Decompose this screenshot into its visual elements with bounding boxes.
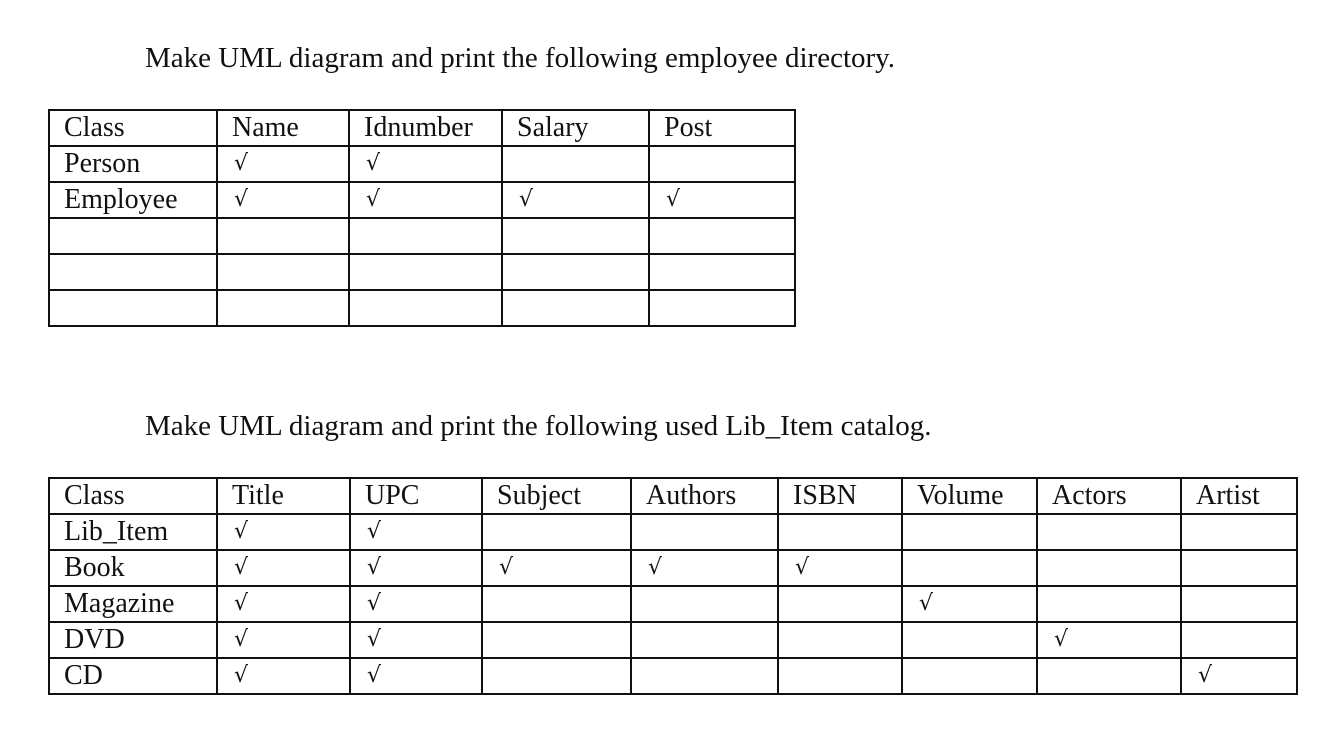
column-header: Authors — [631, 478, 778, 514]
table-cell — [1037, 586, 1181, 622]
table-row — [49, 254, 795, 290]
table-header-row — [49, 478, 1297, 514]
table-cell — [778, 586, 902, 622]
table-cell — [902, 658, 1037, 694]
column-header: Idnumber — [349, 110, 502, 146]
table-cell: √ — [217, 550, 350, 586]
table-cell — [631, 658, 778, 694]
table-cell: √ — [649, 182, 795, 218]
column-header: Name — [217, 110, 349, 146]
column-header: Volume — [902, 478, 1037, 514]
table-cell — [649, 218, 795, 254]
table-row — [49, 550, 1297, 586]
class-name-cell: Book — [49, 550, 217, 586]
table-cell — [1037, 550, 1181, 586]
table-cell — [778, 622, 902, 658]
table-cell: √ — [217, 514, 350, 550]
class-name-cell: Employee — [49, 182, 217, 218]
table-cell: √ — [349, 146, 502, 182]
table-cell: √ — [350, 586, 482, 622]
table-cell — [482, 658, 631, 694]
table-cell — [482, 586, 631, 622]
table-row — [49, 218, 795, 254]
table-cell — [349, 290, 502, 326]
table-cell — [1181, 586, 1297, 622]
table-cell — [1037, 514, 1181, 550]
table-cell — [902, 622, 1037, 658]
column-header: Subject — [482, 478, 631, 514]
table-cell: √ — [502, 182, 649, 218]
table-cell: √ — [902, 586, 1037, 622]
table-cell — [631, 586, 778, 622]
table-cell: √ — [217, 146, 349, 182]
class-name-cell — [49, 218, 217, 254]
table-cell — [349, 218, 502, 254]
class-name-cell: Lib_Item — [49, 514, 217, 550]
table-row — [49, 622, 1297, 658]
table-cell: √ — [217, 586, 350, 622]
table-cell — [502, 146, 649, 182]
table-cell — [902, 514, 1037, 550]
table-cell: √ — [217, 658, 350, 694]
table-cell: √ — [1181, 658, 1297, 694]
class-name-cell: Magazine — [49, 586, 217, 622]
column-header: Salary — [502, 110, 649, 146]
table-cell — [217, 218, 349, 254]
table-row — [49, 182, 795, 218]
table-cell — [1181, 622, 1297, 658]
table-header-row — [49, 110, 795, 146]
class-name-cell: CD — [49, 658, 217, 694]
table-cell — [1037, 658, 1181, 694]
lib-item-catalog-table — [48, 477, 1298, 695]
table-cell: √ — [350, 622, 482, 658]
column-header: Post — [649, 110, 795, 146]
table-cell — [649, 254, 795, 290]
column-header: Class — [49, 110, 217, 146]
column-header: Artist — [1181, 478, 1297, 514]
table-cell: √ — [350, 514, 482, 550]
table-cell: √ — [778, 550, 902, 586]
table-cell: √ — [350, 658, 482, 694]
table-cell — [482, 622, 631, 658]
table-cell — [502, 218, 649, 254]
table-cell — [778, 514, 902, 550]
table-cell — [502, 254, 649, 290]
table-cell: √ — [217, 622, 350, 658]
column-header: Title — [217, 478, 350, 514]
table-cell — [482, 514, 631, 550]
class-name-cell — [49, 290, 217, 326]
lib-item-catalog-heading: Make UML diagram and print the following used Lib_Item catalog. — [145, 410, 932, 442]
table-cell — [631, 514, 778, 550]
table-cell — [1181, 514, 1297, 550]
table-row — [49, 658, 1297, 694]
table-cell — [649, 290, 795, 326]
table-cell — [631, 622, 778, 658]
column-header: UPC — [350, 478, 482, 514]
table-cell: √ — [349, 182, 502, 218]
table-cell: √ — [350, 550, 482, 586]
table-cell — [349, 254, 502, 290]
table-cell — [902, 550, 1037, 586]
table-cell — [778, 658, 902, 694]
column-header: Class — [49, 478, 217, 514]
table-row — [49, 146, 795, 182]
table-cell — [217, 290, 349, 326]
table-cell: √ — [482, 550, 631, 586]
table-cell — [502, 290, 649, 326]
table-cell — [649, 146, 795, 182]
employee-directory-heading: Make UML diagram and print the following employee directory. — [145, 42, 896, 74]
column-header: Actors — [1037, 478, 1181, 514]
class-name-cell: Person — [49, 146, 217, 182]
table-cell: √ — [631, 550, 778, 586]
table-row — [49, 586, 1297, 622]
table-row — [49, 514, 1297, 550]
class-name-cell: DVD — [49, 622, 217, 658]
table-cell — [217, 254, 349, 290]
table-cell: √ — [217, 182, 349, 218]
column-header: ISBN — [778, 478, 902, 514]
class-name-cell — [49, 254, 217, 290]
employee-directory-table — [48, 109, 796, 327]
table-row — [49, 290, 795, 326]
table-cell: √ — [1037, 622, 1181, 658]
table-cell — [1181, 550, 1297, 586]
